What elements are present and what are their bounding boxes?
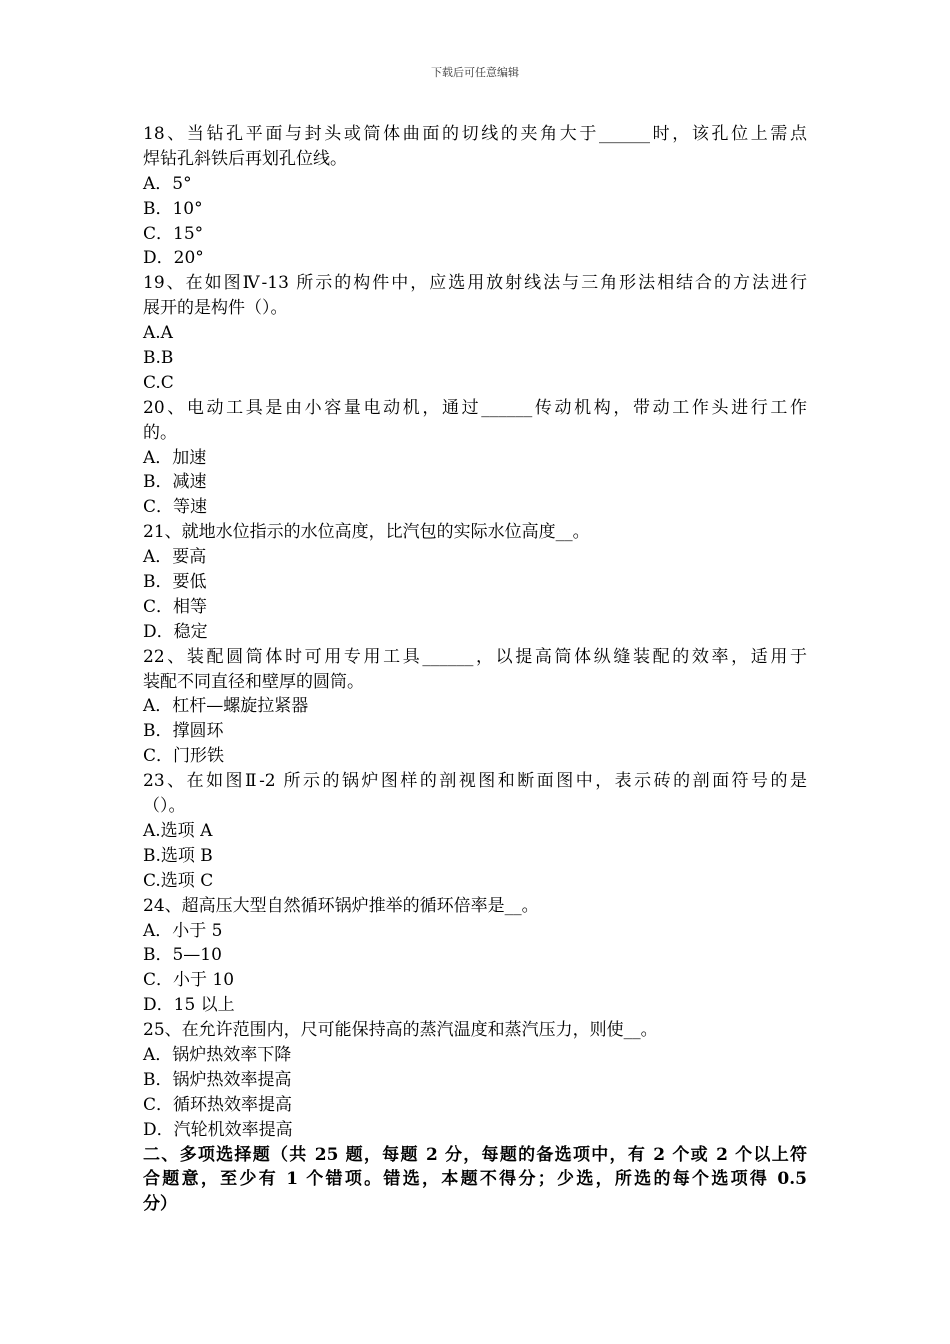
option-item: B.B <box>143 348 174 369</box>
option-item: B．5—10 <box>143 945 222 966</box>
option-item: C．相等 <box>143 596 208 617</box>
option-item: C．门形铁 <box>143 746 225 767</box>
option-item: A．加速 <box>143 447 207 468</box>
question-stem-line: 25、在允许范围内，尺可能保持高的蒸汽温度和蒸汽压力，则使__。 <box>143 1020 658 1041</box>
option-item: C．15° <box>143 223 204 244</box>
option-item: B．10° <box>143 198 203 219</box>
question-25 <box>143 1018 807 1142</box>
option-item: A.选项 A <box>143 820 213 841</box>
option-item: A．要高 <box>143 547 207 568</box>
option-item: A．小于 5 <box>143 920 223 941</box>
option-item: A．5° <box>143 173 192 194</box>
option-item: A．杠杆—螺旋拉紧器 <box>143 696 309 717</box>
page-header-note: 下载后可任意编辑 <box>431 66 519 79</box>
option-item: D．15 以上 <box>143 995 235 1016</box>
section-heading-line: 二、多项选择题（共 25 题，每题 2 分，每题的备选项中，有 2 个或 2 个以上符 <box>143 1144 807 1165</box>
question-stem-line: 19、在如图Ⅳ-13 所示的构件中，应选用放射线法与三角形法相结合的方法进行 <box>143 273 807 294</box>
option-item: B．锅炉热效率提高 <box>143 1069 292 1090</box>
question-stem-line: （）。 <box>143 796 186 817</box>
question-stem-line: 装配不同直径和壁厚的圆筒。 <box>143 671 364 692</box>
question-24 <box>143 894 807 1018</box>
option-item: D．汽轮机效率提高 <box>143 1119 293 1140</box>
option-item: B．撑圆环 <box>143 721 224 742</box>
option-item: B.选项 B <box>143 845 213 866</box>
question-stem-line: 22、装配圆筒体时可用专用工具______，以提高筒体纵缝装配的效率，适用于 <box>143 646 807 667</box>
question-21 <box>143 520 807 644</box>
option-item: A．锅炉热效率下降 <box>143 1044 292 1065</box>
option-item: C.选项 C <box>143 870 214 891</box>
question-stem-line: 21、就地水位指示的水位高度，比汽包的实际水位高度__。 <box>143 522 590 543</box>
section-heading-line: 合题意，至少有 1 个错项。错选，本题不得分；少选，所选的每个选项得 0.5 <box>143 1169 807 1190</box>
option-item: D．稳定 <box>143 621 208 642</box>
question-stem-line: 24、超高压大型自然循环锅炉推举的循环倍率是__。 <box>143 895 539 916</box>
option-item: C．循环热效率提高 <box>143 1094 293 1115</box>
question-stem-line: 的。 <box>143 422 177 443</box>
option-item: C．小于 10 <box>143 970 235 991</box>
section-heading-multiple-choice <box>143 1143 807 1218</box>
question-stem-line: 18、当钻孔平面与封头或筒体曲面的切线的夹角大于______时，该孔位上需点 <box>143 124 807 144</box>
question-stem-line: 20、电动工具是由小容量电动机，通过______传动机构，带动工作头进行工作 <box>143 397 807 418</box>
option-item: C．等速 <box>143 497 208 518</box>
question-stem-line: 展开的是构件（）。 <box>143 298 288 319</box>
question-stem-line: 焊钻孔斜铁后再划孔位线。 <box>143 148 347 169</box>
option-item: A.A <box>143 323 173 344</box>
document-body <box>143 122 807 1217</box>
option-item: D．20° <box>143 248 204 269</box>
option-item: B．要低 <box>143 572 207 593</box>
question-22 <box>143 645 807 769</box>
question-19 <box>143 271 807 395</box>
question-18 <box>143 122 807 271</box>
option-item: C.C <box>143 372 174 393</box>
question-20 <box>143 396 807 520</box>
section-heading-line: 分） <box>143 1194 177 1215</box>
option-item: B．减速 <box>143 472 207 493</box>
question-stem-line: 23、在如图Ⅱ-2 所示的锅炉图样的剖视图和断面图中，表示砖的剖面符号的是 <box>143 771 807 792</box>
question-23 <box>143 769 807 893</box>
